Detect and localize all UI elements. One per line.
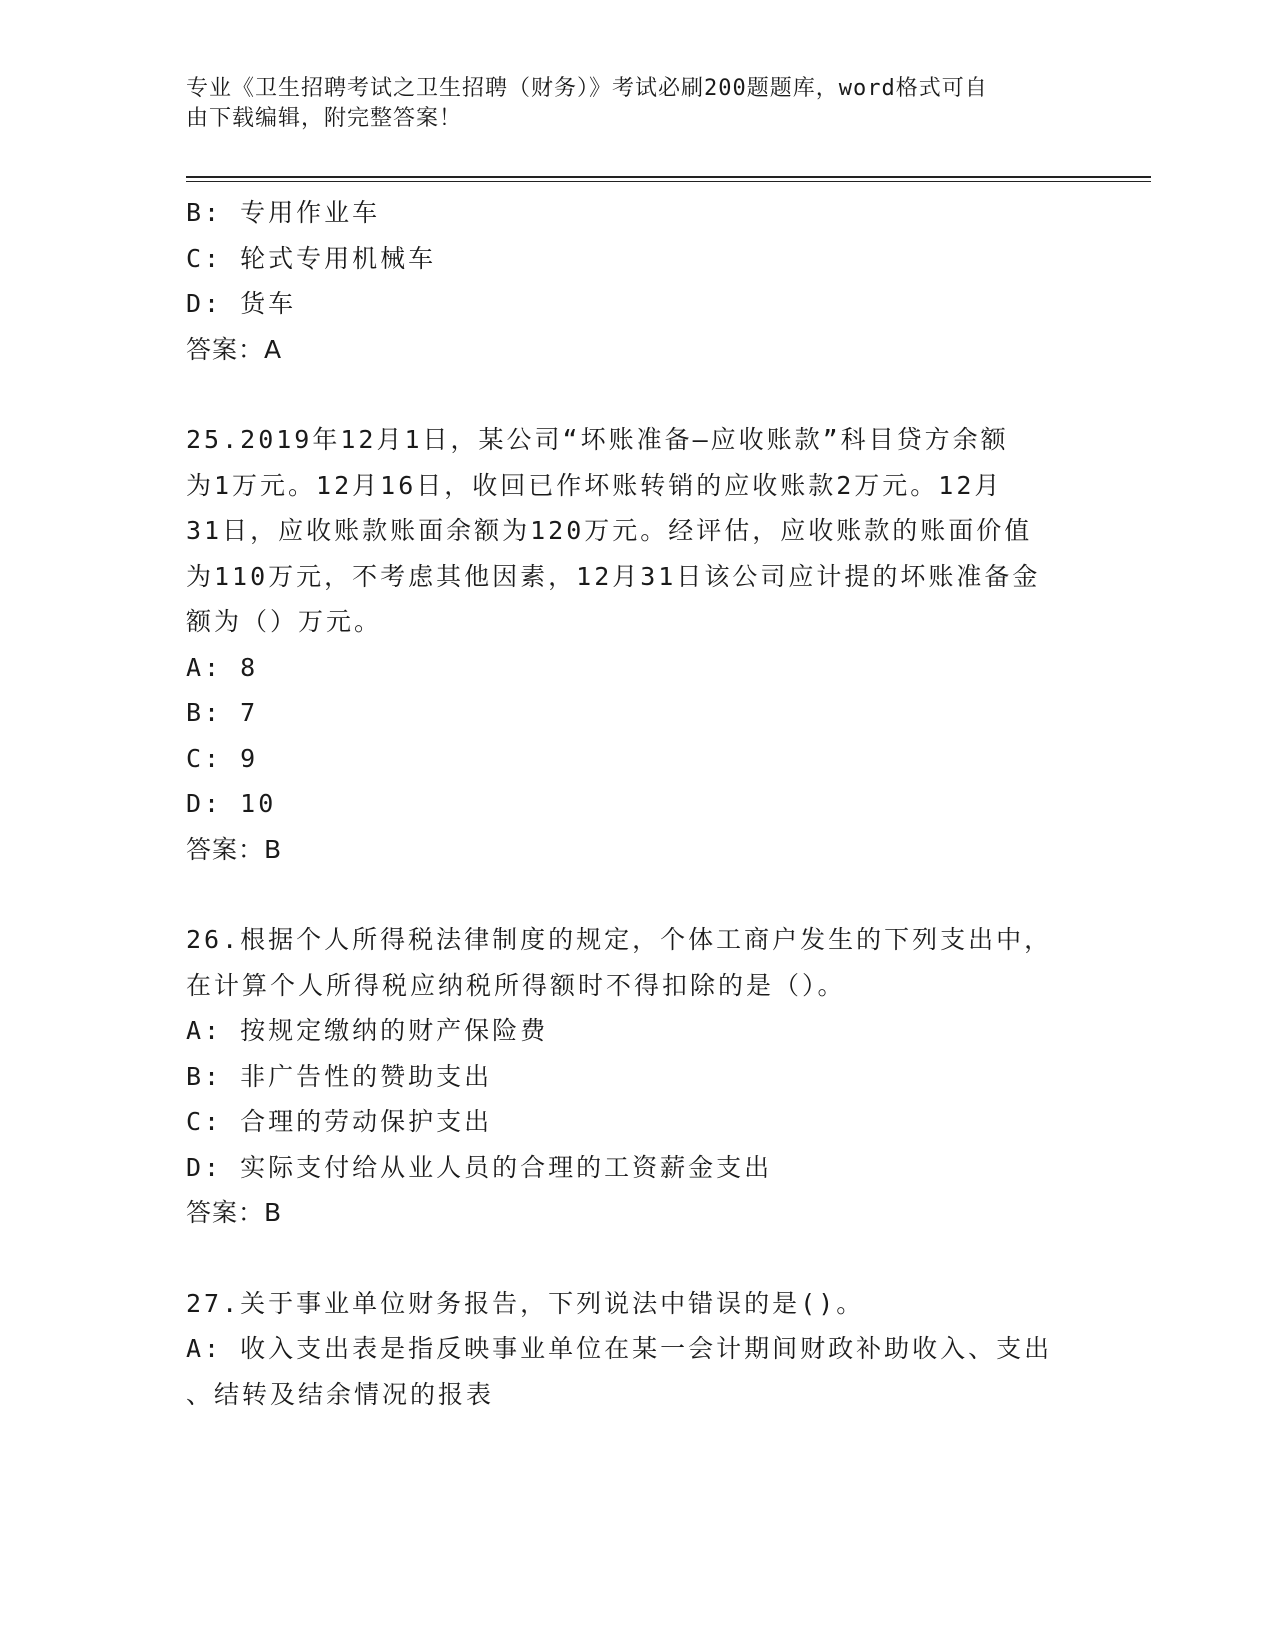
question-text-line: 27.关于事业单位财务报告，下列说法中错误的是()。 [186, 1288, 865, 1318]
answer-line: 答案：A [186, 334, 283, 364]
option-a-line: A: 收入支出表是指反映事业单位在某一会计期间财政补助收入、支出 [186, 1334, 1053, 1363]
option-a-line: 、结转及结余情况的报表 [186, 1379, 495, 1409]
question-24 [186, 190, 1086, 372]
question-text-line: 26.根据个人所得税法律制度的规定，个体工商户发生的下列支出中， [186, 925, 1053, 954]
option-a: A: 8 [186, 652, 259, 682]
question-text-line: 25.2019年12月1日，某公司“坏账准备—应收账款”科目贷方余额 [186, 425, 1009, 454]
question-text-line: 为110万元，不考虑其他因素，12月31日该公司应计提的坏账准备金 [186, 561, 1041, 591]
option-b: B: 专用作业车 [186, 198, 381, 227]
question-text-line: 额为（）万元。 [186, 607, 383, 636]
question-text-line: 31日，应收账款账面余额为120万元。经评估，应收账款的账面价值 [186, 516, 1033, 545]
option-b: B: 非广告性的赞助支出 [186, 1061, 493, 1091]
question-27 [186, 1281, 1086, 1418]
question-content [186, 190, 1086, 1417]
option-c: C: 合理的劳动保护支出 [186, 1107, 493, 1136]
option-c: C: 轮式专用机械车 [186, 243, 437, 273]
option-d: D: 货车 [186, 289, 297, 318]
answer-line: 答案：B [186, 1198, 283, 1227]
question-26 [186, 917, 1086, 1236]
header-divider-thick [186, 176, 1151, 178]
option-d: D: 10 [186, 789, 277, 818]
spacer [186, 372, 1086, 417]
question-text-line: 在计算个人所得税应纳税所得额时不得扣除的是（）。 [186, 970, 846, 1000]
header-divider-thin [186, 181, 1151, 182]
question-25 [186, 417, 1086, 872]
question-text-line: 为1万元。12月16日，收回已作坏账转销的应收账款2万元。12月 [186, 470, 1003, 500]
header-title-line-1: 专业《卫生招聘考试之卫生招聘（财务）》考试必刷200题题库，word格式可自 [186, 76, 988, 101]
spacer [186, 872, 1086, 917]
option-c: C: 9 [186, 743, 259, 773]
option-b: B: 7 [186, 698, 259, 727]
document-header [186, 74, 1066, 134]
header-title-line-2: 由下载编辑，附完整答案！ [186, 106, 463, 131]
option-a: A: 按规定缴纳的财产保险费 [186, 1016, 549, 1045]
spacer [186, 1236, 1086, 1281]
answer-line: 答案：B [186, 834, 283, 864]
option-d: D: 实际支付给从业人员的合理的工资薪金支出 [186, 1152, 773, 1182]
